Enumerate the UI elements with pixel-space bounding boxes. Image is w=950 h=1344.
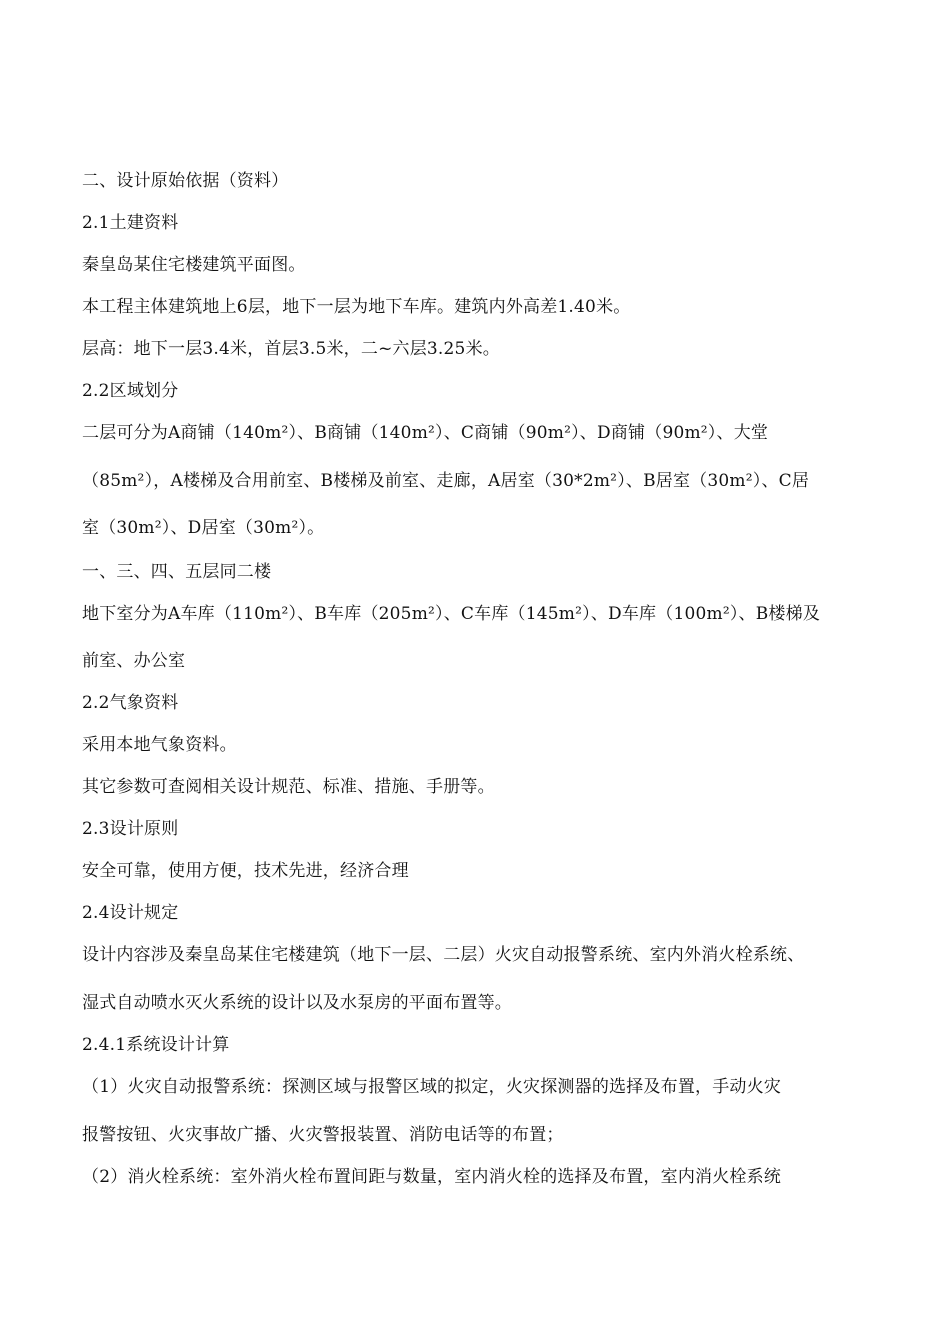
paragraph-line: 秦皇岛某住宅楼建筑平面图。: [82, 255, 306, 275]
list-item-continued: 报警按钮、火灾事故广播、火灾警报装置、消防电话等的布置；: [82, 1125, 564, 1145]
paragraph-line: 安全可靠，使用方便，技术先进，经济合理: [82, 861, 409, 881]
subsection-heading: 2.2气象资料: [82, 693, 179, 713]
paragraph-line: 层高：地下一层3.4米，首层3.5米，二~六层3.25米。: [82, 339, 500, 359]
paragraph-line: 本工程主体建筑地上6层，地下一层为地下车库。建筑内外高差1.40米。: [82, 297, 631, 317]
subsection-heading: 2.3设计原则: [82, 819, 179, 839]
subsection-heading: 2.4.1系统设计计算: [82, 1035, 230, 1055]
paragraph-line: 前室、办公室: [82, 651, 186, 671]
section-heading: 二、设计原始依据（资料）: [82, 171, 289, 191]
paragraph-line: 其它参数可查阅相关设计规范、标准、措施、手册等。: [82, 777, 495, 797]
subsection-heading: 2.2区域划分: [82, 381, 179, 401]
paragraph-line: （85m²），A楼梯及合用前室、B楼梯及前室、走廊，A居室（30*2m²）、B居室（30m²）、C居: [82, 471, 810, 491]
paragraph-line: 湿式自动喷水灭火系统的设计以及水泵房的平面布置等。: [82, 993, 512, 1013]
paragraph-line: 采用本地气象资料。: [82, 735, 237, 755]
paragraph-line: 一、三、四、五层同二楼: [82, 562, 272, 582]
paragraph-line: 二层可分为A商铺（140m²）、B商铺（140m²）、C商铺（90m²）、D商铺（90m²）、大堂: [82, 423, 769, 443]
subsection-heading: 2.1土建资料: [82, 213, 179, 233]
list-item: （2）消火栓系统：室外消火栓布置间距与数量，室内消火栓的选择及布置，室内消火栓系统: [82, 1167, 782, 1187]
list-item: （1）火灾自动报警系统：探测区域与报警区域的拟定，火灾探测器的选择及布置，手动火灾: [82, 1077, 782, 1097]
paragraph-line: 室（30m²）、D居室（30m²）。: [82, 518, 325, 538]
subsection-heading: 2.4设计规定: [82, 903, 179, 923]
paragraph-line: 设计内容涉及秦皇岛某住宅楼建筑（地下一层、二层）火灾自动报警系统、室内外消火栓系统、: [82, 945, 805, 965]
paragraph-line: 地下室分为A车库（110m²）、B车库（205m²）、C车库（145m²）、D车库（100m²）、B楼梯及: [82, 604, 821, 624]
